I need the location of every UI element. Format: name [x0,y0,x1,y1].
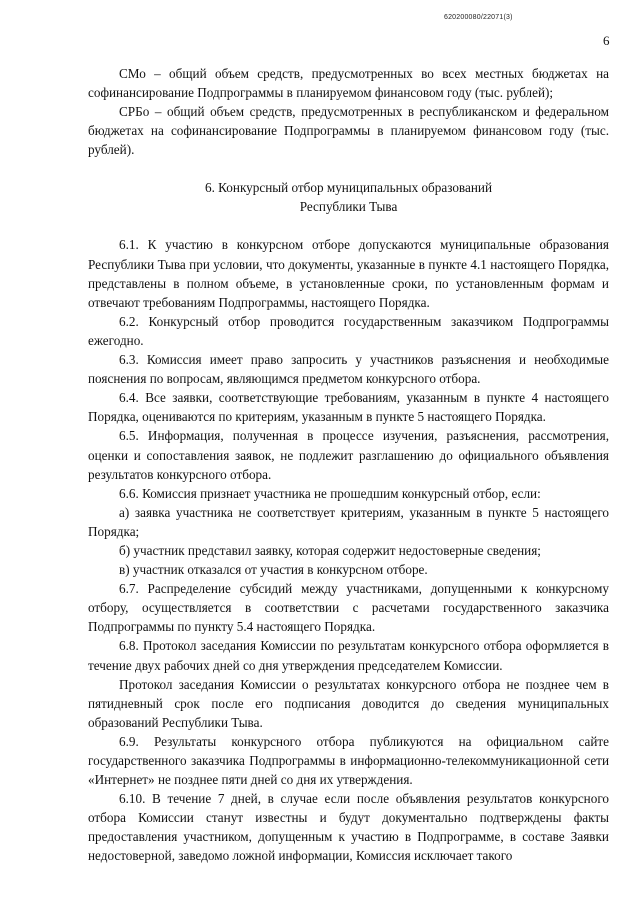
paragraph-6-9: 6.9. Результаты конкурсного отбора публикуются на официальном сайте государственного заказчика Подпрограммы в информационно-телекоммуникационной сети «Интернет» не позднее пяти дней со дня их утверждения. [88,733,609,788]
paragraph-6-1: 6.1. К участию в конкурсном отборе допускаются муниципальные образования Республики Тыва при условии, что документы, указанные в пункте 4.1 настоящего Порядка, представлены в полном объеме, в установленные сроки, по установленным формам и отвечают требованиям Подпрограммы, настоящего Порядка. [88,237,609,310]
section-heading-line2: Республики Тыва [299,199,398,215]
paragraph-smo: СМо – общий объем средств, предусмотренных во всех местных бюджетах на софинансирование Подпрограммы в планируемом финансовом году (тыс. рублей); [88,66,609,101]
paragraph-6-6-v: в) участник отказался от участия в конкурсном отборе. [119,562,428,578]
paragraph-6-4: 6.4. Все заявки, соответствующие требованиям, указанным в пункте 4 настоящего Порядка, оцениваются по критериям, указанным в пункте 5 настоящего Порядка. [88,390,609,425]
paragraph-6-3: 6.3. Комиссия имеет право запросить у участников разъяснения и необходимые пояснения по вопросам, являющимся предметом конкурсного отбора. [88,352,609,387]
paragraph-6-7: 6.7. Распределение субсидий между участниками, допущенными к конкурсному отбору, осуществляется в соответствии с расчетами государственного заказчика Подпрограммы по пункту 5.4 настоящего Порядка. [88,581,609,635]
paragraph-6-5: 6.5. Информация, полученная в процессе изучения, разъяснения, рассмотрения, оценки и сопоставления заявок, не подлежит разглашению до официального объявления результатов конкурсного отбора. [88,428,609,482]
paragraph-6-8: 6.8. Протокол заседания Комиссии по результатам конкурсного отбора оформляется в течение двух рабочих дней со дня утверждения председателем Комиссии. [88,638,609,673]
page-number: 6 [603,33,610,48]
document-id: 620200080/22071(3) [444,14,513,21]
paragraph-srbo: СРБо – общий объем средств, предусмотренных в республиканском и федеральном бюджетах на софинансирование Подпрограммы в планируемом финансовом году (тыс. рублей). [88,104,609,158]
section-heading-line1: 6. Конкурсный отбор муниципальных образований [204,180,493,196]
paragraph-6-6-a: а) заявка участника не соответствует критериям, указанным в пункте 5 настоящего Порядка; [88,504,609,539]
paragraph-6-10: 6.10. В течение 7 дней, в случае если после объявления результатов конкурсного отбора Комиссии станут известны и будут документально подтверждены факты предоставления участником, допущенным к участию в Подпрограмме, в составе Заявки недостоверной, заведомо ложной информации, Комиссия исключает такого [88,791,609,864]
paragraph-6-2: 6.2. Конкурсный отбор проводится государственным заказчиком Подпрограммы ежегодно. [88,313,609,348]
section-heading [88,178,609,216]
paragraph-6-6: 6.6. Комиссия признает участника не прошедшим конкурсный отбор, если: [119,485,541,501]
document-body [88,64,609,866]
paragraph-6-6-b: б) участник представил заявку, которая содержит недостоверные сведения; [119,542,541,558]
paragraph-6-8-protocol: Протокол заседания Комиссии о результатах конкурсного отбора не позднее чем в пятидневный срок после его подписания доводится до сведения муниципальных образований Республики Тыва. [88,676,609,730]
